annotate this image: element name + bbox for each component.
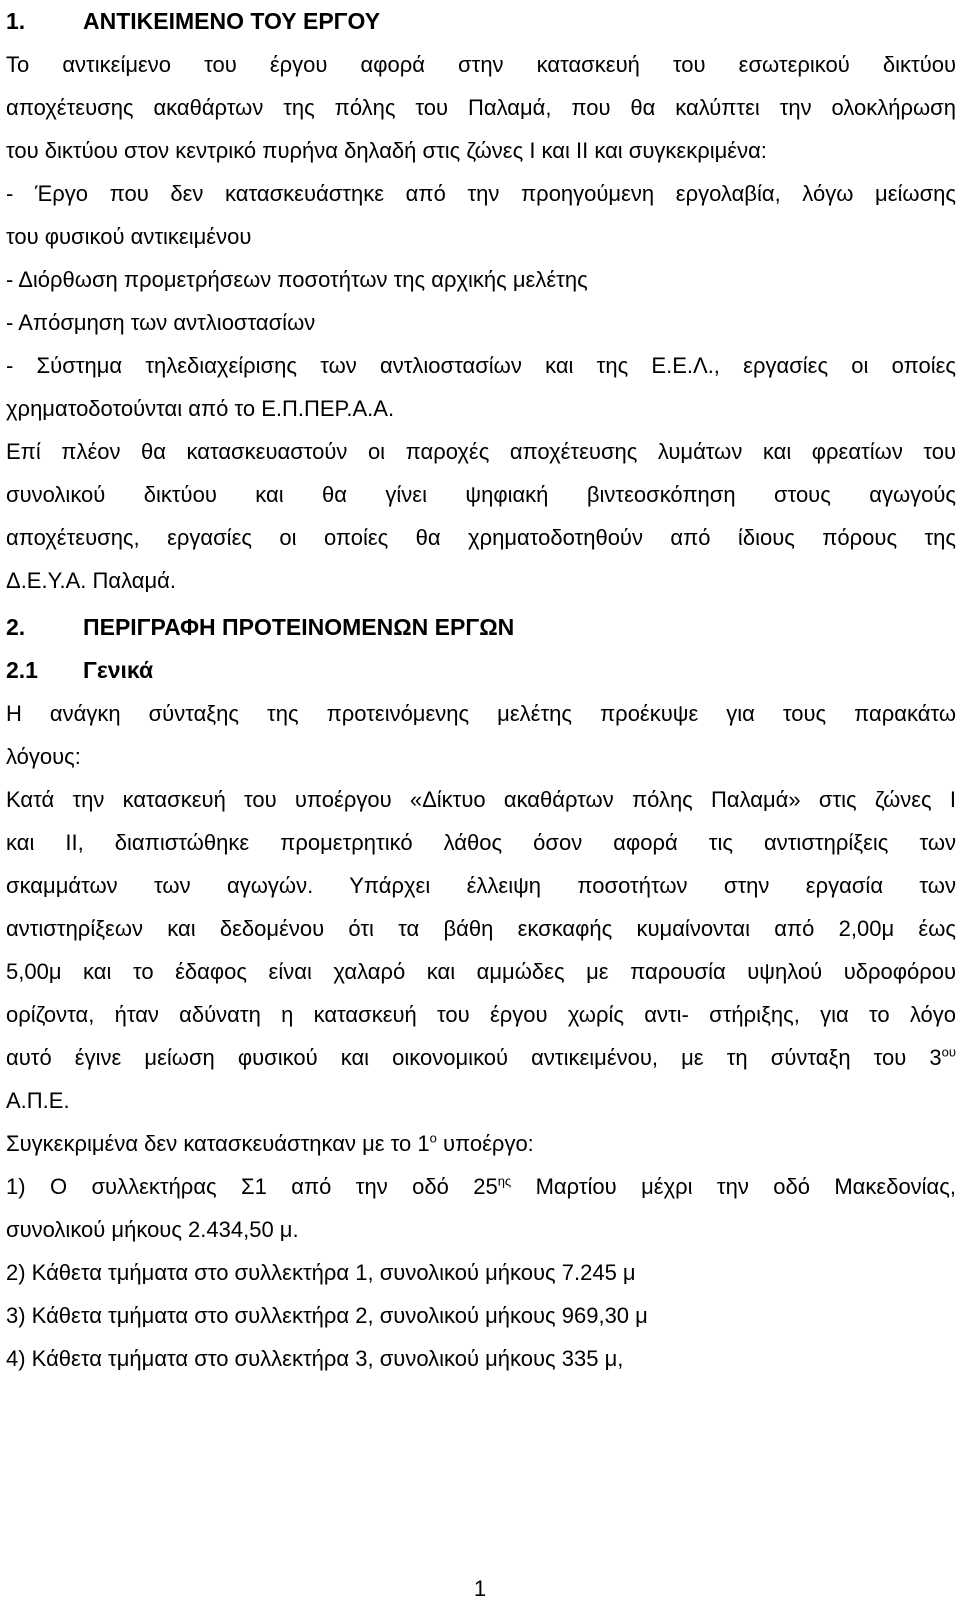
- paragraph-line: και ΙΙ, διαπιστώθηκε προμετρητικό λάθος όσον αφορά τις αντιστηρίξεις των: [6, 830, 956, 855]
- superscript: ο: [429, 1130, 437, 1146]
- paragraph-line: - Απόσμηση των αντλιοστασίων: [6, 310, 316, 335]
- paragraph-line: 5,00μ και το έδαφος είναι χαλαρό και αμμώδες με παρουσία υψηλού υδροφόρου: [6, 959, 956, 984]
- paragraph-line: - Σύστημα τηλεδιαχείρισης των αντλιοστασίων και της Ε.Ε.Λ., εργασίες οι οποίες: [6, 353, 956, 378]
- paragraph-line: Η ανάγκη σύνταξης της προτεινόμενης μελέτης προέκυψε για τους παρακάτω: [6, 701, 956, 726]
- paragraph-line: χρηματοδοτούνται από το Ε.Π.ΠΕΡ.Α.Α.: [6, 396, 395, 421]
- paragraph-line: [6, 1122, 956, 1165]
- page-number: 1: [473, 1576, 487, 1601]
- paragraph-line: ορίζοντα, ήταν αδύνατη η κατασκευή του έργου χωρίς αντι- στήριξης, για το λόγο: [6, 1002, 956, 1027]
- line-text: Μαρτίου μέχρι την οδό Μακεδονίας,: [511, 1174, 956, 1199]
- paragraph-line: - Διόρθωση προμετρήσεων ποσοτήτων της αρχικής μελέτης: [6, 267, 588, 292]
- list-item: [6, 1165, 956, 1208]
- superscript: ου: [941, 1044, 956, 1060]
- line-text: 1) Ο συλλεκτήρας Σ1 από την οδό 25: [6, 1174, 498, 1199]
- paragraph-line: Α.Π.Ε.: [6, 1088, 70, 1113]
- document-page: [6, 0, 956, 1380]
- line-text: Συγκεκριμένα δεν κατασκευάστηκαν με το 1: [6, 1131, 430, 1156]
- paragraph-line: Κατά την κατασκευή του υποέργου «Δίκτυο ακαθάρτων πόλης Παλαμά» στις ζώνες Ι: [6, 787, 956, 812]
- line-text: υποέργο:: [436, 1131, 534, 1156]
- paragraph-line: συνολικού δικτύου και θα γίνει ψηφιακή βιντεοσκόπηση στους αγωγούς: [6, 482, 956, 507]
- paragraph-line: - Έργο που δεν κατασκευάστηκε από την προηγούμενη εργολαβία, λόγω μείωσης: [6, 181, 956, 206]
- paragraph-line: Δ.Ε.Υ.Α. Παλαμά.: [6, 568, 176, 593]
- section-number: 2.: [6, 614, 26, 640]
- section-heading-1: [6, 0, 956, 43]
- paragraph-line: αντιστηρίξεων και δεδομένου ότι τα βάθη εκσκαφής κυμαίνονται από 2,00μ έως: [6, 916, 956, 941]
- section-title: ΠΕΡΙΓΡΑΦΗ ΠΡΟΤΕΙΝΟΜΕΝΩΝ ΕΡΓΩΝ: [83, 614, 515, 640]
- section-heading-2: [6, 606, 956, 649]
- paragraph-line: [6, 1036, 956, 1079]
- section-number: 2.1: [6, 657, 38, 683]
- paragraph-line: αποχέτευσης ακαθάρτων της πόλης του Παλαμά, που θα καλύπτει την ολοκλήρωση: [6, 95, 956, 120]
- paragraph-line: Το αντικείμενο του έργου αφορά στην κατασκευή του εσωτερικού δικτύου: [6, 52, 956, 77]
- paragraph-line: του φυσικού αντικειμένου: [6, 224, 252, 249]
- paragraph-line: του δικτύου στον κεντρικό πυρήνα δηλαδή στις ζώνες Ι και ΙΙ και συγκεκριμένα:: [6, 138, 767, 163]
- list-item: 2) Κάθετα τμήματα στο συλλεκτήρα 1, συνολικού μήκους 7.245 μ: [6, 1260, 636, 1285]
- list-item-continuation: συνολικού μήκους 2.434,50 μ.: [6, 1217, 299, 1242]
- section-number: 1.: [6, 8, 26, 34]
- paragraph-line: αποχέτευσης, εργασίες οι οποίες θα χρηματοδοτηθούν από ίδιους πόρους της: [6, 525, 956, 550]
- list-item: 4) Κάθετα τμήματα στο συλλεκτήρα 3, συνολικού μήκους 335 μ,: [6, 1346, 624, 1371]
- section-heading-2-1: [6, 649, 956, 692]
- line-text: αυτό έγινε μείωση φυσικού και οικονομικού αντικειμένου, με τη σύνταξη του 3: [6, 1045, 942, 1070]
- section-title: Γενικά: [83, 657, 154, 683]
- superscript: ης: [497, 1173, 512, 1189]
- list-item: 3) Κάθετα τμήματα στο συλλεκτήρα 2, συνολικού μήκους 969,30 μ: [6, 1303, 648, 1328]
- paragraph-line: Επί πλέον θα κατασκευαστούν οι παροχές αποχέτευσης λυμάτων και φρεατίων του: [6, 439, 956, 464]
- paragraph-line: σκαμμάτων των αγωγών. Υπάρχει έλλειψη ποσοτήτων στην εργασία των: [6, 873, 956, 898]
- paragraph-line: λόγους:: [6, 744, 81, 769]
- section-title: ΑΝΤΙΚΕΙΜΕΝΟ ΤΟΥ ΕΡΓΟΥ: [83, 8, 381, 34]
